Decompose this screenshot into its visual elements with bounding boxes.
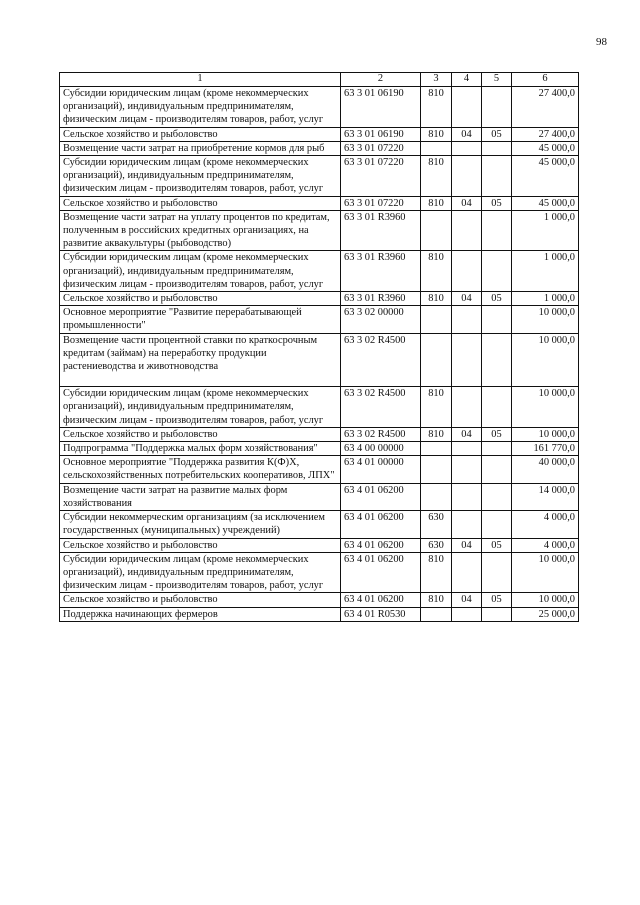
- row-name-cell: Сельское хозяйство и рыболовство: [60, 196, 341, 210]
- row-amount-cell: 10 000,0: [512, 387, 579, 428]
- row-col3-cell: 810: [421, 251, 452, 292]
- table-row: [60, 552, 579, 593]
- row-code-cell: 63 4 01 06200: [341, 483, 421, 510]
- row-code-cell: 63 3 01 R3960: [341, 210, 421, 251]
- table-row: [60, 593, 579, 607]
- row-col3-cell: 810: [421, 196, 452, 210]
- row-col4-cell: [452, 210, 482, 251]
- row-code-cell: 63 4 01 06200: [341, 511, 421, 538]
- row-code-cell: 63 3 02 R4500: [341, 427, 421, 441]
- row-col3-cell: 810: [421, 127, 452, 141]
- table-row: [60, 333, 579, 387]
- table-body: [60, 87, 579, 622]
- row-col5-cell: [482, 333, 512, 387]
- row-col5-cell: [482, 442, 512, 456]
- row-code-cell: 63 4 00 00000: [341, 442, 421, 456]
- row-amount-cell: 27 400,0: [512, 127, 579, 141]
- table-header: [60, 73, 579, 87]
- row-col4-cell: 04: [452, 538, 482, 552]
- header-col-4: 4: [452, 73, 482, 87]
- table-row: [60, 156, 579, 197]
- row-col4-cell: 04: [452, 127, 482, 141]
- row-col3-cell: 810: [421, 292, 452, 306]
- row-name-cell: Возмещение части затрат на развитие малых форм хозяйствования: [60, 483, 341, 510]
- row-name-cell: Возмещение части затрат на уплату процентов по кредитам, полученным в российских кредитных организациях, на развитие аквакультуры (рыбоводство): [60, 210, 341, 251]
- table-row: [60, 387, 579, 428]
- header-col-1: 1: [60, 73, 341, 87]
- row-col5-cell: [482, 251, 512, 292]
- row-col5-cell: [482, 87, 512, 128]
- row-col5-cell: 05: [482, 593, 512, 607]
- header-col-2: 2: [341, 73, 421, 87]
- row-code-cell: 63 3 01 06190: [341, 87, 421, 128]
- row-name-cell: Сельское хозяйство и рыболовство: [60, 292, 341, 306]
- table-row: [60, 87, 579, 128]
- row-col3-cell: [421, 306, 452, 333]
- row-code-cell: 63 4 01 06200: [341, 538, 421, 552]
- row-code-cell: 63 4 01 06200: [341, 593, 421, 607]
- row-name-cell: Сельское хозяйство и рыболовство: [60, 127, 341, 141]
- row-amount-cell: 45 000,0: [512, 196, 579, 210]
- row-name-cell: Субсидии юридическим лицам (кроме некоммерческих организаций), индивидуальным предпринимателям, физическим лицам - производителям товаров, работ, услуг: [60, 251, 341, 292]
- row-col5-cell: [482, 387, 512, 428]
- table-row: [60, 210, 579, 251]
- table-row: [60, 511, 579, 538]
- row-amount-cell: 10 000,0: [512, 427, 579, 441]
- row-col3-cell: [421, 141, 452, 155]
- row-amount-cell: 1 000,0: [512, 210, 579, 251]
- row-code-cell: 63 3 02 R4500: [341, 333, 421, 387]
- row-code-cell: 63 4 01 06200: [341, 552, 421, 593]
- row-amount-cell: 1 000,0: [512, 292, 579, 306]
- row-name-cell: Подпрограмма "Поддержка малых форм хозяйствования": [60, 442, 341, 456]
- table-row: [60, 127, 579, 141]
- row-code-cell: 63 3 01 06190: [341, 127, 421, 141]
- row-col3-cell: 810: [421, 552, 452, 593]
- header-row: [60, 73, 579, 87]
- row-name-cell: Сельское хозяйство и рыболовство: [60, 593, 341, 607]
- page-number: 98: [596, 36, 607, 48]
- row-col5-cell: 05: [482, 292, 512, 306]
- row-name-cell: Сельское хозяйство и рыболовство: [60, 427, 341, 441]
- row-name-cell: Возмещение части процентной ставки по краткосрочным кредитам (займам) на переработку продукции растениеводства и животноводства: [60, 333, 341, 387]
- row-col4-cell: 04: [452, 593, 482, 607]
- row-name-cell: Субсидии некоммерческим организациям (за исключением государственных (муниципальных) учреждений): [60, 511, 341, 538]
- row-col5-cell: 05: [482, 427, 512, 441]
- row-name-cell: Субсидии юридическим лицам (кроме некоммерческих организаций), индивидуальным предпринимателям, физическим лицам - производителям товаров, работ, услуг: [60, 387, 341, 428]
- row-name-cell: Поддержка начинающих фермеров: [60, 607, 341, 621]
- row-amount-cell: 40 000,0: [512, 456, 579, 483]
- row-col3-cell: [421, 442, 452, 456]
- row-col3-cell: [421, 483, 452, 510]
- row-col5-cell: 05: [482, 196, 512, 210]
- row-col4-cell: [452, 306, 482, 333]
- row-col5-cell: [482, 141, 512, 155]
- row-amount-cell: 4 000,0: [512, 511, 579, 538]
- row-code-cell: 63 3 02 R4500: [341, 387, 421, 428]
- row-amount-cell: 1 000,0: [512, 251, 579, 292]
- row-amount-cell: 45 000,0: [512, 141, 579, 155]
- table-row: [60, 456, 579, 483]
- row-col4-cell: [452, 251, 482, 292]
- row-amount-cell: 25 000,0: [512, 607, 579, 621]
- table-row: [60, 442, 579, 456]
- row-amount-cell: 27 400,0: [512, 87, 579, 128]
- row-col5-cell: [482, 156, 512, 197]
- row-col3-cell: 810: [421, 387, 452, 428]
- row-col5-cell: [482, 511, 512, 538]
- row-code-cell: 63 3 01 R3960: [341, 292, 421, 306]
- row-col3-cell: 810: [421, 593, 452, 607]
- row-col5-cell: [482, 552, 512, 593]
- row-amount-cell: 10 000,0: [512, 306, 579, 333]
- row-amount-cell: 14 000,0: [512, 483, 579, 510]
- row-col4-cell: [452, 483, 482, 510]
- table-row: [60, 306, 579, 333]
- row-name-cell: Субсидии юридическим лицам (кроме некоммерческих организаций), индивидуальным предпринимателям, физическим лицам - производителям товаров, работ, услуг: [60, 156, 341, 197]
- row-col4-cell: [452, 333, 482, 387]
- row-col5-cell: 05: [482, 538, 512, 552]
- table-row: [60, 427, 579, 441]
- row-col3-cell: 810: [421, 427, 452, 441]
- row-col3-cell: 810: [421, 87, 452, 128]
- row-col4-cell: 04: [452, 196, 482, 210]
- row-col3-cell: 630: [421, 538, 452, 552]
- header-col-3: 3: [421, 73, 452, 87]
- row-amount-cell: 4 000,0: [512, 538, 579, 552]
- header-col-5: 5: [482, 73, 512, 87]
- row-name-cell: Субсидии юридическим лицам (кроме некоммерческих организаций), индивидуальным предпринимателям, физическим лицам - производителям товаров, работ, услуг: [60, 87, 341, 128]
- row-code-cell: 63 3 01 07220: [341, 156, 421, 197]
- row-col4-cell: [452, 141, 482, 155]
- row-col4-cell: 04: [452, 292, 482, 306]
- row-col4-cell: [452, 387, 482, 428]
- row-amount-cell: 10 000,0: [512, 593, 579, 607]
- table-row: [60, 607, 579, 621]
- row-col5-cell: 05: [482, 127, 512, 141]
- table-row: [60, 483, 579, 510]
- row-name-cell: Сельское хозяйство и рыболовство: [60, 538, 341, 552]
- row-code-cell: 63 4 01 R0530: [341, 607, 421, 621]
- row-code-cell: 63 3 01 07220: [341, 196, 421, 210]
- table-row: [60, 538, 579, 552]
- row-name-cell: Возмещение части затрат на приобретение кормов для рыб: [60, 141, 341, 155]
- row-amount-cell: 10 000,0: [512, 333, 579, 387]
- row-col5-cell: [482, 607, 512, 621]
- row-col5-cell: [482, 456, 512, 483]
- row-col4-cell: [452, 156, 482, 197]
- header-col-6: 6: [512, 73, 579, 87]
- row-col5-cell: [482, 483, 512, 510]
- budget-table: [59, 72, 579, 622]
- row-col3-cell: [421, 607, 452, 621]
- row-col4-cell: [452, 552, 482, 593]
- row-name-cell: Субсидии юридическим лицам (кроме некоммерческих организаций), индивидуальным предпринимателям, физическим лицам - производителям товаров, работ, услуг: [60, 552, 341, 593]
- row-col4-cell: [452, 442, 482, 456]
- row-col4-cell: [452, 511, 482, 538]
- row-code-cell: 63 4 01 00000: [341, 456, 421, 483]
- row-name-cell: Основное мероприятие "Поддержка развития К(Ф)Х, сельскохозяйственных потребительских кооперативов, ЛПХ": [60, 456, 341, 483]
- table-row: [60, 141, 579, 155]
- row-name-cell: Основное мероприятие "Развитие перерабатывающей промышленности": [60, 306, 341, 333]
- row-col4-cell: 04: [452, 427, 482, 441]
- row-code-cell: 63 3 02 00000: [341, 306, 421, 333]
- row-col5-cell: [482, 210, 512, 251]
- table-row: [60, 292, 579, 306]
- row-col4-cell: [452, 607, 482, 621]
- row-col3-cell: 810: [421, 156, 452, 197]
- table-row: [60, 251, 579, 292]
- row-col3-cell: [421, 210, 452, 251]
- row-amount-cell: 161 770,0: [512, 442, 579, 456]
- row-code-cell: 63 3 01 07220: [341, 141, 421, 155]
- row-code-cell: 63 3 01 R3960: [341, 251, 421, 292]
- row-col3-cell: [421, 456, 452, 483]
- table-row: [60, 196, 579, 210]
- row-col5-cell: [482, 306, 512, 333]
- row-col3-cell: 630: [421, 511, 452, 538]
- row-amount-cell: 10 000,0: [512, 552, 579, 593]
- row-col4-cell: [452, 87, 482, 128]
- row-amount-cell: 45 000,0: [512, 156, 579, 197]
- row-col4-cell: [452, 456, 482, 483]
- row-col3-cell: [421, 333, 452, 387]
